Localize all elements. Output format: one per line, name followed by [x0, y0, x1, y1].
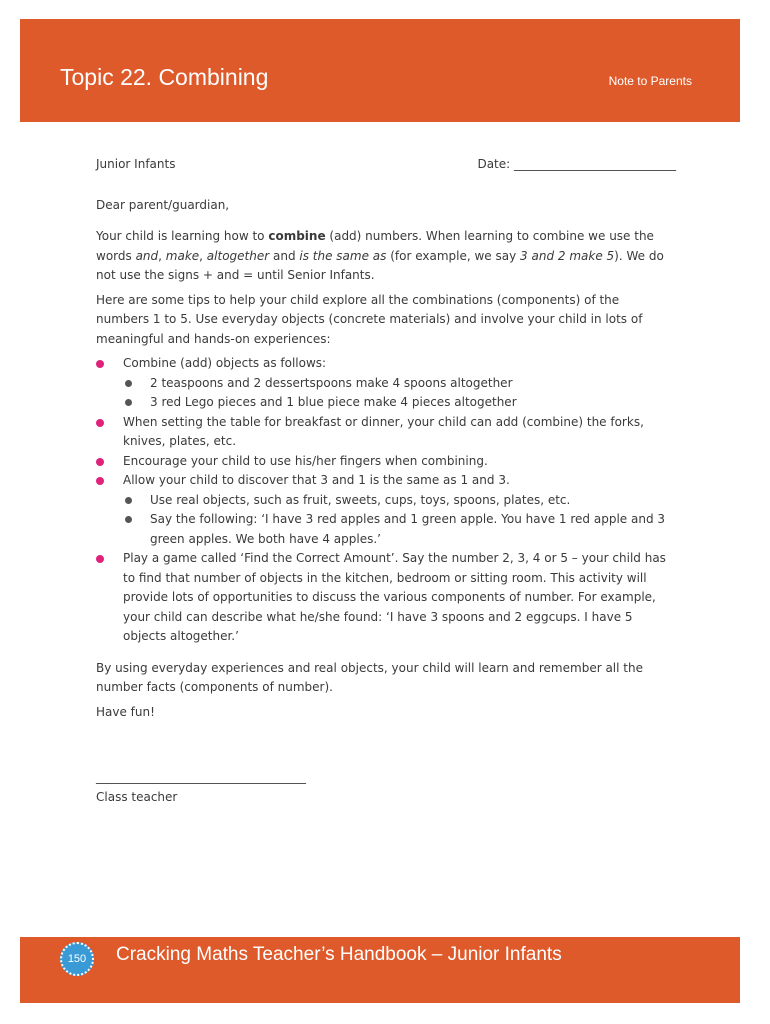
intro-paragraph [96, 227, 676, 286]
footer-title: Cracking Maths Teacher’s Handbook – Junior Infants [116, 944, 562, 965]
list-item: When setting the table for breakfast or dinner, your child can add (combine) the forks, knives, plates, etc. [96, 413, 676, 452]
class-label: Junior Infants [96, 157, 176, 171]
date-field: Date: ___________________________ [477, 157, 676, 171]
sub-list-item: Say the following: ‘I have 3 red apples and 1 green apple. You have 1 red apple and 3 green apples. We both have 4 apples.’ [96, 510, 676, 549]
list-item: Encourage your child to use his/her fingers when combining. [96, 452, 676, 472]
text-run: and [269, 248, 300, 263]
page-title: Topic 22. Combining [60, 64, 269, 90]
tips-list [96, 354, 676, 647]
emphasis-example: 3 and 2 make 5 [520, 248, 615, 263]
emphasis-word: is the same as [299, 248, 387, 263]
page-number-badge: 150 [60, 942, 94, 976]
sub-list-item: 3 red Lego pieces and 1 blue piece make 4 pieces altogether [96, 393, 676, 413]
text-run: , [158, 248, 166, 263]
closing-paragraph: By using everyday experiences and real objects, your child will learn and remember all the number facts (components of number). [96, 660, 643, 694]
text-run: (for example, we say [386, 248, 521, 263]
letter-meta-row [96, 155, 676, 175]
signature-line: ___________________________________ [96, 770, 306, 784]
signature-label: Class teacher [96, 789, 178, 804]
sub-list-item: Use real objects, such as fruit, sweets, cups, toys, spoons, plates, etc. [96, 491, 676, 511]
have-fun-text: Have fun! [96, 704, 155, 719]
emphasis-word: make [165, 248, 200, 263]
note-to-parents-label: Note to Parents [608, 74, 692, 88]
text-run: (add) numbers. When learning to combine we use the words [96, 229, 654, 263]
text-run: , [199, 248, 207, 263]
emphasis-word: altogether [206, 248, 270, 263]
list-item: Combine (add) objects as follows: [96, 354, 676, 374]
emphasis-combine: combine [268, 229, 326, 243]
greeting: Dear parent/guardian, [96, 197, 230, 212]
text-run: Your child is learning how to [96, 229, 269, 243]
tips-paragraph: Here are some tips to help your child explore all the combinations (components) of the numbers 1 to 5. Use everyday objects (concrete materials) and involve your child in lots of meaningful and hands-on experiences: [96, 292, 643, 346]
list-item: Allow your child to discover that 3 and 1 is the same as 1 and 3. [96, 471, 676, 491]
page-header-banner [20, 19, 740, 122]
letter-body [96, 155, 676, 807]
list-item: Play a game called ‘Find the Correct Amount’. Say the number 2, 3, 4 or 5 – your child has to find that number of objects in the kitchen, bedroom or sitting room. This activity will provide lots of opportunities to discuss the various components of number. For example, your child can describe what he/she found: ‘I have 3 spoons and 2 eggcups. I have 5 objects altogether.’ [96, 549, 676, 647]
emphasis-word: and [135, 248, 159, 263]
sub-list-item: 2 teaspoons and 2 dessertspoons make 4 spoons altogether [96, 374, 676, 394]
text-run: ). We do not use the signs + and = until Senior Infants. [96, 248, 664, 282]
page-footer-banner [20, 937, 740, 1003]
